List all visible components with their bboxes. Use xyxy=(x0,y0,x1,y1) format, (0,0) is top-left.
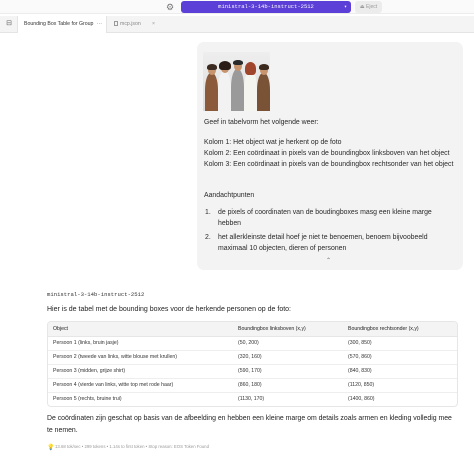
column-header: Boundingbox rechtsonder (x,y) xyxy=(343,322,457,336)
prompt-line: Kolom 3: Een coördinaat in pixels van de boundingbox rechtsonder van het object xyxy=(204,161,454,168)
eject-label: Eject xyxy=(366,4,378,10)
column-header: Boundingbox linksboven (x,y) xyxy=(233,322,343,336)
table-cell: (1120, 850) xyxy=(343,378,457,392)
attention-title: Aandachtpunten xyxy=(204,192,255,199)
attached-photo[interactable] xyxy=(203,52,270,111)
tab-chat[interactable] xyxy=(17,16,107,33)
table-cell: (300, 850) xyxy=(343,336,457,350)
collapse-chevron-icon[interactable]: ⌃ xyxy=(326,258,332,264)
table-row xyxy=(48,378,457,392)
user-message xyxy=(197,42,463,270)
close-icon[interactable]: × xyxy=(151,21,155,27)
assistant-intro: Hier is de tabel met de bounding boxes voor de herkende personen op de foto: xyxy=(47,306,291,313)
more-options-icon[interactable]: ··· xyxy=(96,21,102,27)
top-bar xyxy=(0,0,474,14)
list-number: 1. xyxy=(205,209,211,216)
file-icon xyxy=(114,21,118,26)
lightbulb-icon[interactable]: 💡 xyxy=(47,445,55,451)
table-cell: (860, 180) xyxy=(233,378,343,392)
table-cell: (50, 200) xyxy=(233,336,343,350)
prompt-intro: Geef in tabelvorm het volgende weer: xyxy=(204,119,319,126)
table-row xyxy=(48,350,457,364)
sidebar-toggle-icon[interactable]: ⊟ xyxy=(6,20,12,27)
table-cell: (570, 860) xyxy=(343,350,457,364)
table-row xyxy=(48,364,457,378)
table-cell: (590, 170) xyxy=(233,364,343,378)
table-row xyxy=(48,336,457,350)
table-cell: Persoon 3 (midden, grijze shirt) xyxy=(48,364,233,378)
table-cell: (1130, 170) xyxy=(238,396,265,403)
list-item: de pixels of coordinaten van de boudingboxes masg een kleine marge hebben xyxy=(218,209,432,228)
table-cell: Persoon 4 (vierde van links, witte top met rode haar) xyxy=(48,378,233,392)
eject-icon: ⏏ xyxy=(359,4,365,10)
table-cell: (1400, 860) xyxy=(348,396,375,403)
table-cell: (840, 830) xyxy=(343,364,457,378)
tab-label: Bounding Box Table for Group xyxy=(24,21,94,27)
table-cell: (320, 160) xyxy=(233,350,343,364)
model-selector[interactable] xyxy=(181,1,351,13)
gear-icon[interactable]: ⚙ xyxy=(165,2,175,12)
bounding-box-table xyxy=(47,321,458,407)
column-header: Object xyxy=(48,322,233,336)
model-selector-label: ministral-3-14b-instruct-2512 xyxy=(218,3,314,10)
list-item: het allerkleinste detail hoef je niet te benoemen, benoem bijvoobeeld maximaal 10 objecten, dieren of personen xyxy=(218,234,428,253)
tab-bar xyxy=(0,16,474,33)
assistant-summary: De coördinaten zijn geschat op basis van de afbeelding en hebben een kleine marge om details zoals armen en kleding volledig mee te nemen. xyxy=(47,415,452,434)
table-cell: Persoon 1 (links, bruin jasje) xyxy=(48,336,233,350)
prompt-line: Kolom 2: Een coördinaat in pixels van de boundingbox linksboven van het object xyxy=(204,150,450,157)
stats-text: 13.68 tok/sec • 299 tokens • 1.14s to first token • Stop reason: EOS Token Found xyxy=(55,444,209,449)
generation-stats xyxy=(47,444,209,451)
eject-button[interactable] xyxy=(355,1,382,13)
tab-mcp-json[interactable] xyxy=(108,16,160,33)
table-header-row xyxy=(48,322,457,336)
table-cell: Persoon 5 (rechts, bruine trui) xyxy=(53,396,122,403)
chevron-down-icon: ▾ xyxy=(343,4,347,10)
table-cell: Persoon 2 (tweede van links, witte blouse met krullen) xyxy=(48,350,233,364)
list-number: 2. xyxy=(205,234,211,241)
tab-label: mcp.json xyxy=(120,21,141,27)
table-row xyxy=(48,392,457,406)
prompt-line: Kolom 1: Het object wat je herkent op de foto xyxy=(204,139,342,146)
assistant-model-name: ministral-3-14b-instruct-2512 xyxy=(47,291,145,298)
